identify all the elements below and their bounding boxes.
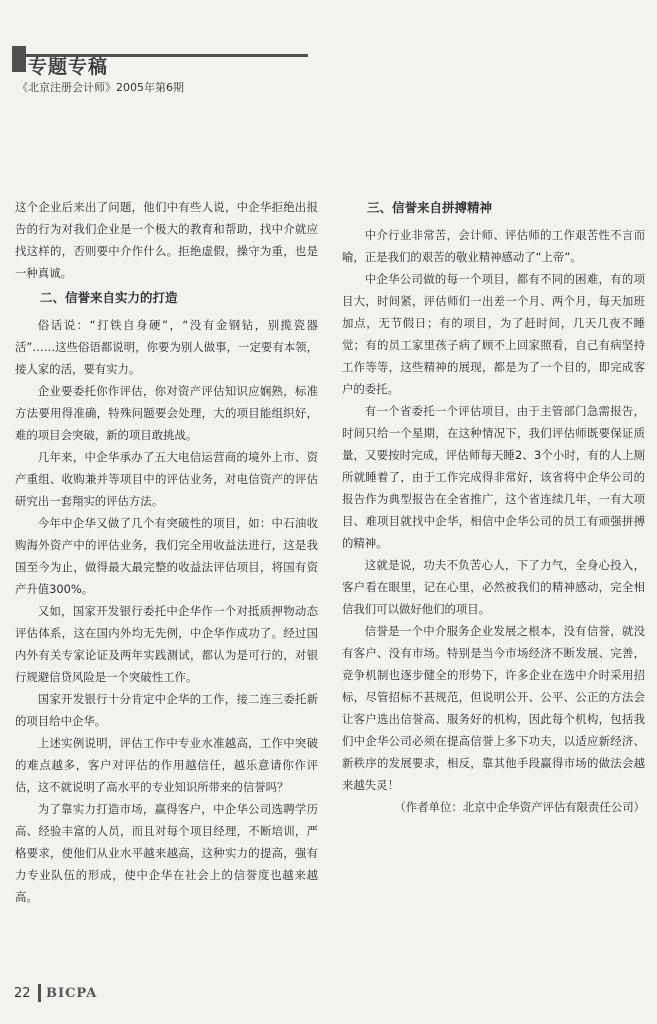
- page-header: [0, 0, 657, 110]
- intro-paragraph: 这个企业后来出了问题，他们中有些人说，中企华拒绝出报告的行为对我们企业是一个极大的教育和帮助，找中介就应找这样的，否则要中介作什么。拒绝虚假，操守为重，也是一种真诚。: [15, 200, 318, 280]
- section-title: 专题专稿: [28, 56, 109, 78]
- page-number: 22: [14, 986, 31, 1001]
- paragraph: 信誉是一个中介服务企业发展之根本，没有信誉，就没有客户、没有市场。特别是当今市场经济不断发展、完善，竞争机制也逐步健全的形势下，许多企业在选中介时采用招标，尽管招标不甚规范，但说明公开、公平、公正的方法会让客户选出信誉高、服务好的机构，因此每个机构，包括我们中企华公司必须在提高信誉上多下功夫，以适应新经济、新秩序的发展要求，相反，靠其他手段赢得市场的做法会越来越失灵！: [342, 624, 645, 792]
- section-heading-2: 二、信誉来自实力的打造: [40, 290, 178, 305]
- paragraph: 国家开发银行十分肯定中企华的工作，接二连三委托新的项目给中企华。: [15, 692, 318, 728]
- paragraph: 中企华公司做的每一个项目，都有不同的困难，有的项目大，时间紧，评估师们一出差一个月、两个月，每天加班加点，无节假日；有的项目，为了赶时间，几天几夜不睡觉；有的员工家里孩子病了顾不上回家照看，自己有病坚持工作等等，这些精神的展现，都是为了一个目的，即完成客户的委托。: [342, 272, 645, 396]
- author-affiliation: （作者单位：北京中企华资产评估有限责任公司）: [394, 800, 645, 814]
- paragraph: 几年来，中企华承办了五大电信运营商的境外上市、资产重组、收购兼并等项目中的评估业务，对电信资产的评估研究出一套翔实的评估方法。: [15, 450, 318, 508]
- paragraph: 为了靠实力打造市场，赢得客户，中企华公司选聘学历高、经验丰富的人员，而且对每个项目经理，不断培训，严格要求，使他们从业水平越来越高，这种实力的提高，强有力专业队伍的形成，使中企华在社会上的信誉度也越来越高。: [15, 802, 318, 904]
- section-heading-3: 三、信誉来自拼搏精神: [367, 200, 493, 215]
- paragraph: 这就是说，功夫不负苦心人，下了力气，全身心投入，客户看在眼里，记在心里，必然被我们的精神感动，完全相信我们可以做好他们的项目。: [342, 558, 645, 616]
- paragraph: 今年中企华又做了几个有突破性的项目，如：中石油收购海外资产中的评估业务，我们完全用收益法进行，这是我国至今为止，做得最大最完整的收益法评估项目，将国有资产升值300%。: [15, 516, 318, 596]
- right-column: [342, 194, 645, 818]
- paragraph: 中介行业非常苦，会计师、评估师的工作艰苦性不言而喻，正是我们的艰苦的敬业精神感动了“上帝”。: [342, 228, 645, 264]
- paragraph: 又如，国家开发银行委托中企华作一个对抵质押物动态评估体系，这在国内外均无先例，中企华作成功了。经过国内外有关专家论证及两年实践测试，都认为是可行的，对银行规避信贷风险是一个突破性工作。: [15, 604, 318, 684]
- journal-info: 《北京注册会计师》2005年第6期: [17, 81, 184, 94]
- paragraph: 企业要委托你作评估，你对资产评估知识应娴熟，标准方法要用得准确，特殊问题要会处理，大的项目能组织好，难的项目会突破，新的项目敢挑战。: [15, 384, 318, 442]
- footer-divider: [38, 984, 41, 1002]
- paragraph: 有一个省委托一个评估项目，由于主管部门急需报告，时间只给一个星期，在这种情况下，我们评估师既要保证质量，又要按时完成，评估师每天睡2、3个小时，有的人上厕所就睡着了，由于工作完成得非常好，该省将中企华公司的报告作为典型报告在全省推广，这个省连续几年，一有大项目、难项目就找中企华，相信中企华公司的员工有顽强拼搏的精神。: [342, 404, 645, 550]
- paragraph: 俗话说：“打铁自身硬”，“没有金钢钻，别揽瓷器活”……这些俗语都说明，你要为别人做事，一定要有本领，接人家的活，要有实力。: [15, 318, 318, 376]
- left-column: [15, 196, 318, 908]
- paragraph: 上述实例说明，评估工作中专业水准越高，工作中突破的难点越多，客户对评估的作用越信任，越乐意请你作评估，这不就说明了高水平的专业知识所带来的信誉吗？: [15, 736, 318, 794]
- bicpa-logo: BICPA: [46, 986, 98, 1001]
- header-accent-block: [12, 46, 26, 72]
